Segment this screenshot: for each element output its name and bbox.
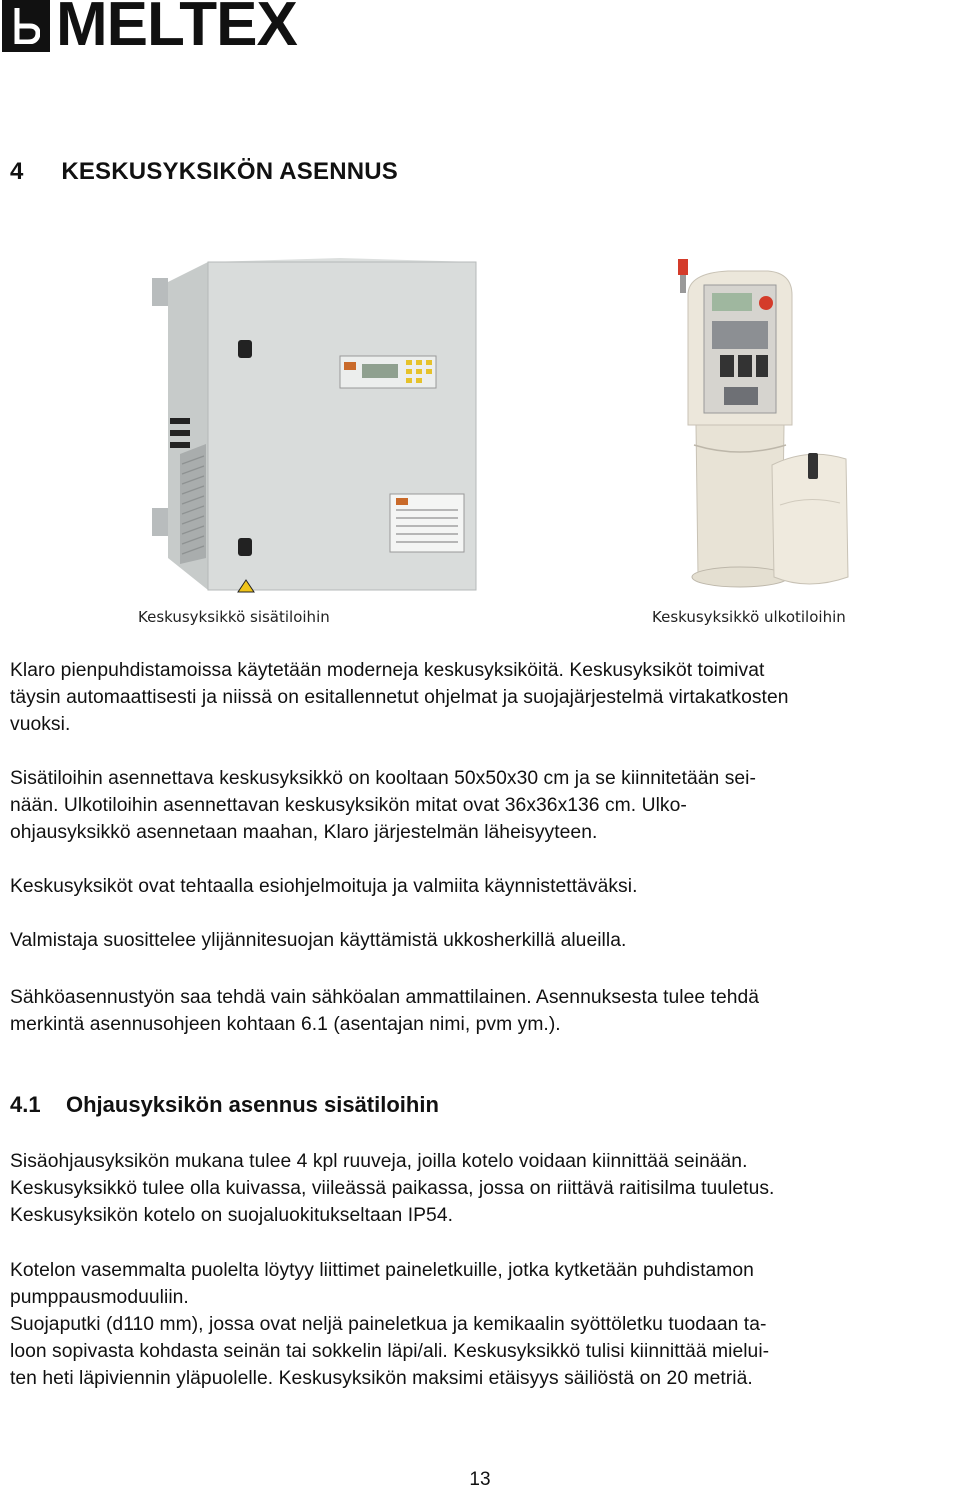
text-line: pumppausmoduuliin. (10, 1287, 189, 1308)
text-line: Suojaputki (d110 mm), jossa ovat neljä paineletkua ja kemikaalin syöttöletku tuodaan ta- (10, 1314, 767, 1335)
text-line: Sisäohjausyksikön mukana tulee 4 kpl ruuveja, joilla kotelo voidaan kiinnittää seinään. (10, 1151, 748, 1172)
text-line: Klaro pienpuhdistamoissa käytetään moderneja keskusyksiköitä. Keskusyksiköt toimivat (10, 660, 765, 681)
section-title: KESKUSYKSIKÖN ASENNUS (61, 158, 399, 185)
outdoor-unit-image (668, 255, 858, 595)
paragraph-intro (10, 657, 940, 738)
subsection-number: 4.1 (10, 1092, 41, 1117)
text-line: Sisätiloihin asennettava keskusyksikkö on kooltaan 50x50x30 cm ja se kiinnitetään sei- (10, 768, 756, 789)
paragraph-indoor-mounting (10, 1148, 940, 1229)
outdoor-unit-caption: Keskusyksikkö ulkotiloihin (652, 608, 846, 626)
logo-b-icon (14, 6, 40, 44)
paragraph-electrical-work (10, 984, 940, 1038)
text-line: Keskusyksikkö tulee olla kuivassa, viileässä paikassa, jossa on riittävä raitisilma tuuletus. (10, 1178, 775, 1199)
logo-text: MELTEX (56, 0, 297, 59)
text-line: Keskusyksiköt ovat tehtaalla esiohjelmoituja ja valmiita käynnistettäväksi. (10, 876, 638, 897)
text-line: merkintä asennusohjeen kohtaan 6.1 (asentajan nimi, pvm ym.). (10, 1014, 561, 1035)
paragraph-preprogrammed (10, 873, 940, 900)
text-line: loon sopivasta kohdasta seinän tai sokkelin läpi/ali. Keskusyksikkö tulisi kiinnittää mielui- (10, 1341, 770, 1362)
paragraph-hose-connections (10, 1257, 940, 1392)
paragraph-dimensions (10, 765, 940, 846)
indoor-unit-caption: Keskusyksikkö sisätiloihin (138, 608, 330, 626)
text-line: Valmistaja suosittelee ylijännitesuojan käyttämistä ukkosherkillä alueilla. (10, 930, 627, 951)
text-line: ten heti läpiviennin yläpuolelle. Keskusyksikön maksimi etäisyys säiliöstä on 20 metriä. (10, 1368, 753, 1389)
indoor-unit-image (140, 258, 480, 603)
paragraph-surge-protection (10, 927, 940, 954)
page-number: 13 (469, 1469, 491, 1490)
text-line: nään. Ulkotiloihin asennettavan keskusyksikön mitat ovat 36x36x136 cm. Ulko- (10, 795, 687, 816)
section-heading (10, 158, 398, 186)
subsection-title: Ohjausyksikön asennus sisätiloihin (66, 1092, 439, 1117)
logo-mark (2, 0, 50, 52)
text-line: Sähköasennustyön saa tehdä vain sähköalan ammattilainen. Asennuksesta tulee tehdä (10, 987, 760, 1008)
text-line: Keskusyksikön kotelo on suojaluokitukseltaan IP54. (10, 1205, 454, 1226)
text-line: ohjausyksikkö asennetaan maahan, Klaro järjestelmän läheisyyteen. (10, 822, 598, 843)
section-number: 4 (10, 158, 24, 185)
text-line: täysin automaattisesti ja niissä on esitallennetut ohjelmat ja suojajärjestelmä virtakatkosten (10, 687, 789, 708)
meltex-logo (0, 0, 300, 59)
subsection-heading (10, 1092, 439, 1118)
text-line: Kotelon vasemmalta puolelta löytyy liittimet paineletkuille, jotka kytketään puhdistamon (10, 1260, 754, 1281)
text-line: vuoksi. (10, 714, 71, 735)
